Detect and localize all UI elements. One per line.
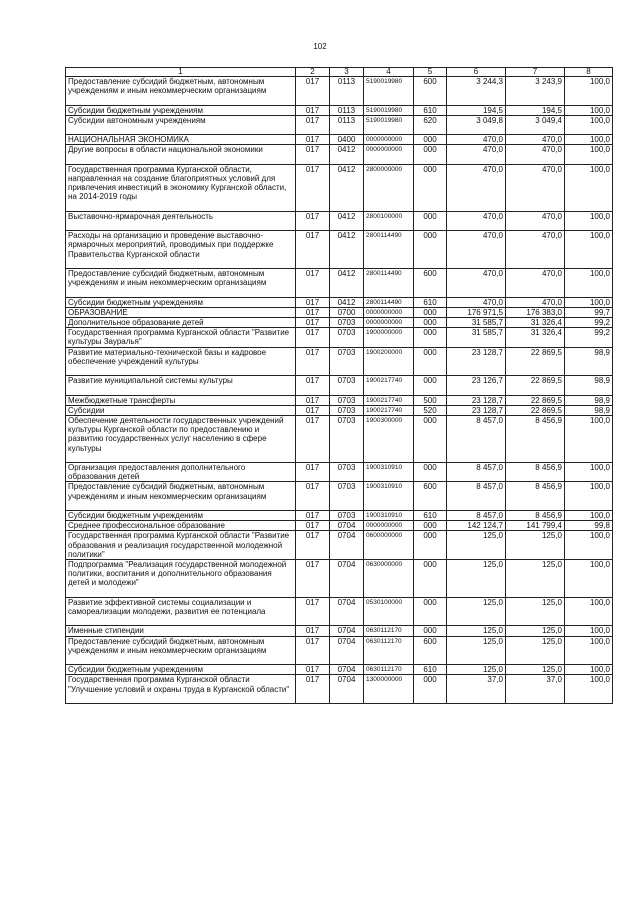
column-number: 1 xyxy=(66,68,296,77)
code-expense-type: 500 xyxy=(414,395,447,405)
code-ministry: 017 xyxy=(296,675,330,704)
column-number: 3 xyxy=(330,68,364,77)
table-row xyxy=(66,347,613,376)
value-planned: 23 128,7 xyxy=(447,405,506,415)
value-percent: 100,0 xyxy=(565,211,613,230)
code-ministry: 017 xyxy=(296,395,330,405)
table-row xyxy=(66,510,613,520)
code-ministry: 017 xyxy=(296,307,330,317)
value-executed: 8 456,9 xyxy=(506,415,565,462)
value-percent: 100,0 xyxy=(565,164,613,211)
code-target: 0000000000 xyxy=(364,145,414,164)
value-executed: 125,0 xyxy=(506,531,565,560)
code-ministry: 017 xyxy=(296,317,330,327)
code-section: 0704 xyxy=(330,559,364,597)
table-row xyxy=(66,597,613,626)
value-executed: 470,0 xyxy=(506,211,565,230)
code-target: 0530100000 xyxy=(364,597,414,626)
code-ministry: 017 xyxy=(296,636,330,665)
row-name: Выставочно-ярмарочная деятельность xyxy=(66,211,296,230)
value-planned: 470,0 xyxy=(447,164,506,211)
code-expense-type: 000 xyxy=(414,317,447,327)
code-ministry: 017 xyxy=(296,77,330,106)
row-name: Развитие материально-технической базы и кадровое обеспечение учреждений культуры xyxy=(66,347,296,376)
code-expense-type: 000 xyxy=(414,559,447,597)
value-planned: 23 128,7 xyxy=(447,395,506,405)
code-ministry: 017 xyxy=(296,376,330,395)
code-expense-type: 000 xyxy=(414,211,447,230)
value-executed: 31 326,4 xyxy=(506,317,565,327)
table-row xyxy=(66,395,613,405)
value-executed: 22 869,5 xyxy=(506,376,565,395)
row-name: Субсидии бюджетным учреждениям xyxy=(66,297,296,307)
value-planned: 470,0 xyxy=(447,145,506,164)
code-section: 0113 xyxy=(330,105,364,115)
value-planned: 125,0 xyxy=(447,665,506,675)
code-expense-type: 000 xyxy=(414,626,447,636)
value-executed: 470,0 xyxy=(506,135,565,145)
code-expense-type: 600 xyxy=(414,77,447,106)
code-section: 0703 xyxy=(330,328,364,347)
code-target: 0630112170 xyxy=(364,665,414,675)
table-row xyxy=(66,405,613,415)
value-planned: 3 244,3 xyxy=(447,77,506,106)
value-executed: 31 326,4 xyxy=(506,328,565,347)
value-executed: 125,0 xyxy=(506,665,565,675)
code-target: 1900300000 xyxy=(364,415,414,462)
row-name: Субсидии бюджетным учреждениям xyxy=(66,665,296,675)
code-ministry: 017 xyxy=(296,462,330,481)
code-ministry: 017 xyxy=(296,405,330,415)
code-expense-type: 000 xyxy=(414,328,447,347)
value-planned: 8 457,0 xyxy=(447,462,506,481)
value-percent: 100,0 xyxy=(565,510,613,520)
code-ministry: 017 xyxy=(296,347,330,376)
code-section: 0703 xyxy=(330,482,364,511)
value-executed: 125,0 xyxy=(506,636,565,665)
value-planned: 23 128,7 xyxy=(447,347,506,376)
row-name: Организация предоставления дополнительного образования детей xyxy=(66,462,296,481)
code-expense-type: 600 xyxy=(414,268,447,297)
value-percent: 100,0 xyxy=(565,462,613,481)
code-target: 2800114490 xyxy=(364,297,414,307)
value-executed: 22 869,5 xyxy=(506,395,565,405)
row-name: Субсидии бюджетным учреждениям xyxy=(66,510,296,520)
value-executed: 8 456,9 xyxy=(506,482,565,511)
code-expense-type: 000 xyxy=(414,376,447,395)
code-section: 0704 xyxy=(330,636,364,665)
row-name: Предоставление субсидий бюджетным, автономным учреждениям и иным некоммерческим организациям xyxy=(66,77,296,106)
code-target: 1900217740 xyxy=(364,376,414,395)
code-expense-type: 610 xyxy=(414,665,447,675)
value-executed: 125,0 xyxy=(506,626,565,636)
code-target: 5190019980 xyxy=(364,115,414,134)
table-row xyxy=(66,145,613,164)
value-planned: 176 971,5 xyxy=(447,307,506,317)
value-planned: 125,0 xyxy=(447,531,506,560)
column-number: 6 xyxy=(447,68,506,77)
code-ministry: 017 xyxy=(296,268,330,297)
code-expense-type: 000 xyxy=(414,521,447,531)
code-target: 1300000000 xyxy=(364,675,414,704)
value-planned: 8 457,0 xyxy=(447,415,506,462)
value-executed: 3 049,4 xyxy=(506,115,565,134)
value-planned: 31 585,7 xyxy=(447,328,506,347)
code-expense-type: 600 xyxy=(414,482,447,511)
table-row xyxy=(66,328,613,347)
value-percent: 98,9 xyxy=(565,395,613,405)
code-ministry: 017 xyxy=(296,521,330,531)
value-percent: 100,0 xyxy=(565,105,613,115)
row-name: Среднее профессиональное образование xyxy=(66,521,296,531)
value-executed: 8 456,9 xyxy=(506,462,565,481)
code-expense-type: 000 xyxy=(414,415,447,462)
table-row xyxy=(66,105,613,115)
value-executed: 141 799,4 xyxy=(506,521,565,531)
value-planned: 470,0 xyxy=(447,268,506,297)
code-section: 0703 xyxy=(330,462,364,481)
value-executed: 22 869,5 xyxy=(506,347,565,376)
table-row xyxy=(66,317,613,327)
code-section: 0113 xyxy=(330,115,364,134)
value-percent: 100,0 xyxy=(565,531,613,560)
value-planned: 3 049,8 xyxy=(447,115,506,134)
code-expense-type: 610 xyxy=(414,105,447,115)
code-section: 0704 xyxy=(330,597,364,626)
value-planned: 125,0 xyxy=(447,559,506,597)
table-row xyxy=(66,211,613,230)
code-ministry: 017 xyxy=(296,105,330,115)
code-section: 0703 xyxy=(330,510,364,520)
row-name: Предоставление субсидий бюджетным, автономным учреждениям и иным некоммерческим организациям xyxy=(66,482,296,511)
row-name: Межбюджетные трансферты xyxy=(66,395,296,405)
value-executed: 194,5 xyxy=(506,105,565,115)
row-name: Субсидии автономным учреждениям xyxy=(66,115,296,134)
code-section: 0703 xyxy=(330,347,364,376)
row-name: Государственная программа Курганской области, направленная на создание благоприятных условий для привлечения инвестиций в экономику Курганской области, на 2014-2019 годы xyxy=(66,164,296,211)
value-planned: 194,5 xyxy=(447,105,506,115)
value-percent: 100,0 xyxy=(565,665,613,675)
code-ministry: 017 xyxy=(296,559,330,597)
code-ministry: 017 xyxy=(296,231,330,269)
code-section: 0703 xyxy=(330,405,364,415)
value-percent: 99,7 xyxy=(565,307,613,317)
row-name: Предоставление субсидий бюджетным, автономным учреждениям и иным некоммерческим организациям xyxy=(66,268,296,297)
code-ministry: 017 xyxy=(296,482,330,511)
code-target: 0000000000 xyxy=(364,135,414,145)
code-expense-type: 000 xyxy=(414,675,447,704)
value-executed: 22 869,5 xyxy=(506,405,565,415)
value-executed: 125,0 xyxy=(506,559,565,597)
code-ministry: 017 xyxy=(296,145,330,164)
code-ministry: 017 xyxy=(296,211,330,230)
row-name: ОБРАЗОВАНИЕ xyxy=(66,307,296,317)
code-section: 0700 xyxy=(330,307,364,317)
value-percent: 100,0 xyxy=(565,145,613,164)
value-planned: 8 457,0 xyxy=(447,510,506,520)
row-name: Государственная программа Курганской области "Улучшение условий и охраны труда в Курганской области" xyxy=(66,675,296,704)
column-number: 7 xyxy=(506,68,565,77)
code-expense-type: 000 xyxy=(414,307,447,317)
row-name: Государственная программа Курганской области "Развитие культуры Зауралья" xyxy=(66,328,296,347)
code-target: 0630112170 xyxy=(364,626,414,636)
code-section: 0703 xyxy=(330,395,364,405)
column-number: 5 xyxy=(414,68,447,77)
value-executed: 37,0 xyxy=(506,675,565,704)
value-executed: 8 456,9 xyxy=(506,510,565,520)
value-percent: 100,0 xyxy=(565,597,613,626)
value-percent: 100,0 xyxy=(565,231,613,269)
table-row xyxy=(66,268,613,297)
value-planned: 125,0 xyxy=(447,636,506,665)
value-executed: 470,0 xyxy=(506,297,565,307)
table-row xyxy=(66,297,613,307)
code-expense-type: 610 xyxy=(414,510,447,520)
table-row xyxy=(66,521,613,531)
code-target: 1900310910 xyxy=(364,510,414,520)
value-executed: 470,0 xyxy=(506,164,565,211)
code-expense-type: 000 xyxy=(414,531,447,560)
value-executed: 176 383,0 xyxy=(506,307,565,317)
row-name: Обеспечение деятельности государственных учреждений культуры Курганской области по предоставлению и развитию государственных услуг населению в сфере культуры xyxy=(66,415,296,462)
value-percent: 100,0 xyxy=(565,135,613,145)
row-name: Субсидии xyxy=(66,405,296,415)
code-target: 2800114490 xyxy=(364,231,414,269)
value-percent: 98,9 xyxy=(565,376,613,395)
row-name: Дополнительное образование детей xyxy=(66,317,296,327)
code-target: 0630000000 xyxy=(364,559,414,597)
row-name: Предоставление субсидий бюджетным, автономным учреждениям и иным некоммерческим организациям xyxy=(66,636,296,665)
row-name: Развитие муниципальной системы культуры xyxy=(66,376,296,395)
row-name: Расходы на организацию и проведение выставочно-ярмарочных мероприятий, проводимых при поддержке Правительства Курганской области xyxy=(66,231,296,269)
row-name: Именные стипендии xyxy=(66,626,296,636)
value-executed: 470,0 xyxy=(506,268,565,297)
code-ministry: 017 xyxy=(296,297,330,307)
value-planned: 23 126,7 xyxy=(447,376,506,395)
code-target: 2800114490 xyxy=(364,268,414,297)
code-section: 0704 xyxy=(330,665,364,675)
code-section: 0704 xyxy=(330,531,364,560)
table-row xyxy=(66,164,613,211)
code-expense-type: 000 xyxy=(414,347,447,376)
code-target: 1900200000 xyxy=(364,347,414,376)
value-planned: 470,0 xyxy=(447,211,506,230)
code-ministry: 017 xyxy=(296,328,330,347)
value-executed: 470,0 xyxy=(506,145,565,164)
code-ministry: 017 xyxy=(296,415,330,462)
table-row xyxy=(66,626,613,636)
code-ministry: 017 xyxy=(296,531,330,560)
table-row xyxy=(66,462,613,481)
code-target: 5190019980 xyxy=(364,77,414,106)
table-row xyxy=(66,531,613,560)
code-ministry: 017 xyxy=(296,164,330,211)
code-ministry: 017 xyxy=(296,115,330,134)
code-section: 0412 xyxy=(330,211,364,230)
value-percent: 100,0 xyxy=(565,482,613,511)
code-ministry: 017 xyxy=(296,626,330,636)
column-number: 2 xyxy=(296,68,330,77)
code-expense-type: 000 xyxy=(414,145,447,164)
value-executed: 3 243,9 xyxy=(506,77,565,106)
value-percent: 100,0 xyxy=(565,636,613,665)
code-section: 0704 xyxy=(330,675,364,704)
table-row xyxy=(66,376,613,395)
row-name: Развитие эффективной системы социализации и самореализации молодежи, развития ее потенциала xyxy=(66,597,296,626)
code-expense-type: 520 xyxy=(414,405,447,415)
code-expense-type: 620 xyxy=(414,115,447,134)
table-row xyxy=(66,559,613,597)
code-section: 0412 xyxy=(330,145,364,164)
value-planned: 470,0 xyxy=(447,297,506,307)
code-target: 1900310910 xyxy=(364,462,414,481)
code-section: 0704 xyxy=(330,521,364,531)
column-number: 8 xyxy=(565,68,613,77)
code-target: 5190019980 xyxy=(364,105,414,115)
table-row xyxy=(66,665,613,675)
page-number: 102 xyxy=(313,42,327,51)
code-section: 0113 xyxy=(330,77,364,106)
column-number-row xyxy=(66,68,613,77)
row-name: Подпрограмма "Реализация государственной молодежной политики, воспитания и дополнительного образования детей и молодежи" xyxy=(66,559,296,597)
value-planned: 142 124,7 xyxy=(447,521,506,531)
table-row xyxy=(66,482,613,511)
value-percent: 100,0 xyxy=(565,626,613,636)
code-target: 1900000000 xyxy=(364,328,414,347)
code-target: 0630112170 xyxy=(364,636,414,665)
row-name: Субсидии бюджетным учреждениям xyxy=(66,105,296,115)
code-section: 0412 xyxy=(330,164,364,211)
code-section: 0400 xyxy=(330,135,364,145)
value-executed: 470,0 xyxy=(506,231,565,269)
code-expense-type: 610 xyxy=(414,297,447,307)
value-percent: 100,0 xyxy=(565,77,613,106)
code-section: 0703 xyxy=(330,376,364,395)
budget-table xyxy=(65,67,613,704)
code-target: 2800100000 xyxy=(364,211,414,230)
value-executed: 125,0 xyxy=(506,597,565,626)
code-target: 1900217740 xyxy=(364,405,414,415)
value-percent: 99,2 xyxy=(565,317,613,327)
value-percent: 100,0 xyxy=(565,675,613,704)
value-percent: 99,8 xyxy=(565,521,613,531)
value-percent: 100,0 xyxy=(565,115,613,134)
table-row xyxy=(66,135,613,145)
value-planned: 37,0 xyxy=(447,675,506,704)
table-row xyxy=(66,675,613,704)
table-row xyxy=(66,77,613,106)
code-ministry: 017 xyxy=(296,135,330,145)
value-percent: 100,0 xyxy=(565,415,613,462)
code-ministry: 017 xyxy=(296,665,330,675)
table-row xyxy=(66,115,613,134)
value-planned: 470,0 xyxy=(447,231,506,269)
value-planned: 125,0 xyxy=(447,597,506,626)
code-expense-type: 000 xyxy=(414,462,447,481)
value-percent: 100,0 xyxy=(565,297,613,307)
code-expense-type: 000 xyxy=(414,597,447,626)
code-ministry: 017 xyxy=(296,510,330,520)
value-planned: 470,0 xyxy=(447,135,506,145)
value-percent: 98,9 xyxy=(565,405,613,415)
value-planned: 125,0 xyxy=(447,626,506,636)
row-name: Государственная программа Курганской области "Развитие образования и реализация государственной молодежной политики" xyxy=(66,531,296,560)
row-name: Другие вопросы в области национальной экономики xyxy=(66,145,296,164)
code-target: 2800000000 xyxy=(364,164,414,211)
row-name: НАЦИОНАЛЬНАЯ ЭКОНОМИКА xyxy=(66,135,296,145)
code-target: 0600000000 xyxy=(364,531,414,560)
table-row xyxy=(66,307,613,317)
code-expense-type: 600 xyxy=(414,636,447,665)
table-row xyxy=(66,415,613,462)
value-planned: 31 585,7 xyxy=(447,317,506,327)
code-section: 0703 xyxy=(330,415,364,462)
table-row xyxy=(66,231,613,269)
code-expense-type: 000 xyxy=(414,164,447,211)
code-section: 0412 xyxy=(330,297,364,307)
code-section: 0704 xyxy=(330,626,364,636)
code-target: 1900310910 xyxy=(364,482,414,511)
code-target: 1900217740 xyxy=(364,395,414,405)
table-body xyxy=(66,68,613,704)
code-target: 0000000000 xyxy=(364,317,414,327)
column-number: 4 xyxy=(364,68,414,77)
value-percent: 99,2 xyxy=(565,328,613,347)
code-section: 0412 xyxy=(330,268,364,297)
code-section: 0703 xyxy=(330,317,364,327)
code-target: 0000000000 xyxy=(364,521,414,531)
value-percent: 100,0 xyxy=(565,268,613,297)
code-expense-type: 000 xyxy=(414,231,447,269)
table-row xyxy=(66,636,613,665)
value-percent: 100,0 xyxy=(565,559,613,597)
value-planned: 8 457,0 xyxy=(447,482,506,511)
code-expense-type: 000 xyxy=(414,135,447,145)
code-section: 0412 xyxy=(330,231,364,269)
value-percent: 98,9 xyxy=(565,347,613,376)
code-target: 0000000000 xyxy=(364,307,414,317)
code-ministry: 017 xyxy=(296,597,330,626)
